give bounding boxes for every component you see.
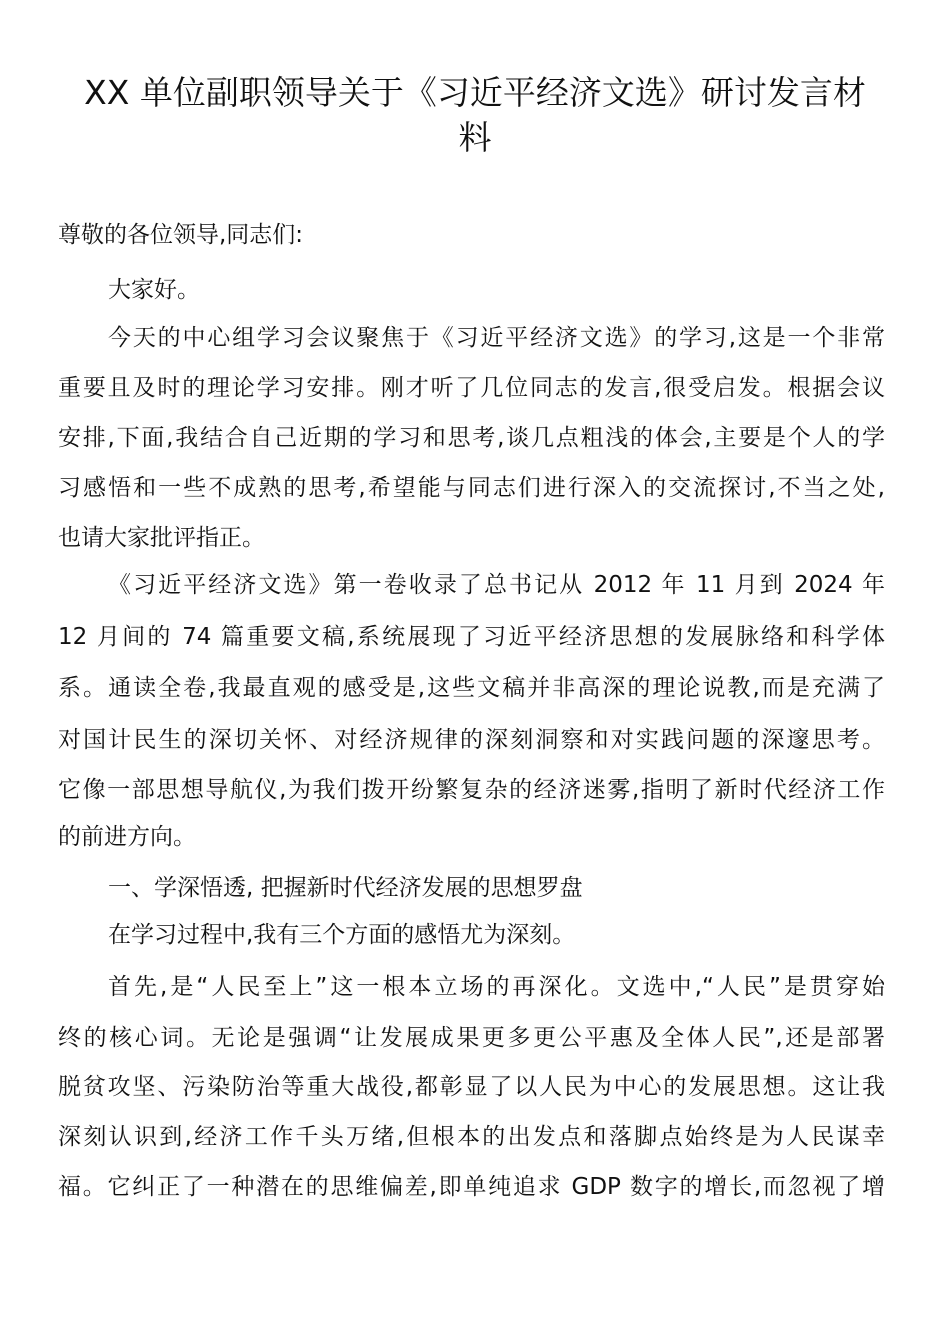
- body-text-line: 终的核心词。无论是强调“让发展成果更多更公平惠及全体人民”,还是部署: [58, 1025, 885, 1051]
- body-text-line: 12 月间的 74 篇重要文稿,系统展现了习近平经济思想的发展脉络和科学体: [58, 624, 885, 650]
- body-text-line: 深刻认识到,经济工作千头万绪,但根本的出发点和落脚点始终是为人民谋幸: [58, 1124, 885, 1150]
- body-text-line: 《习近平经济文选》第一卷收录了总书记从 2012 年 11 月到 2024 年: [108, 572, 885, 598]
- body-text-line: 在学习过程中,我有三个方面的感悟尤为深刻。: [108, 922, 576, 948]
- body-text-line: 的前进方向。: [58, 824, 196, 850]
- body-text-line: 一、学深悟透, 把握新时代经济发展的思想罗盘: [108, 875, 583, 901]
- body-text-line: 今天的中心组学习会议聚焦于《习近平经济文选》的学习,这是一个非常: [108, 325, 885, 351]
- body-text-line: 安排,下面,我结合自己近期的学习和思考,谈几点粗浅的体会,主要是个人的学: [58, 425, 885, 451]
- document-title-line-2: 料: [458, 118, 492, 157]
- document-title-line-1: XX 单位副职领导关于《习近平经济文选》研讨发言材: [84, 73, 866, 112]
- body-text-line: 习感悟和一些不成熟的思考,希望能与同志们进行深入的交流探讨,不当之处,: [58, 475, 885, 501]
- body-text-line: 尊敬的各位领导,同志们:: [58, 222, 304, 248]
- body-text-line: 也请大家批评指正。: [58, 525, 265, 551]
- body-text-line: 脱贫攻坚、污染防治等重大战役,都彰显了以人民为中心的发展思想。这让我: [58, 1074, 885, 1100]
- body-text-line: 系。通读全卷,我最直观的感受是,这些文稿并非高深的理论说教,而是充满了: [58, 675, 885, 701]
- body-text-line: 重要且及时的理论学习安排。刚才听了几位同志的发言,很受启发。根据会议: [58, 375, 885, 401]
- body-text-line: 它像一部思想导航仪,为我们拨开纷繁复杂的经济迷雾,指明了新时代经济工作: [58, 777, 885, 803]
- body-text-line: 大家好。: [108, 277, 200, 303]
- body-text-line: 首先,是“人民至上”这一根本立场的再深化。文选中,“人民”是贯穿始: [108, 974, 885, 1000]
- body-text-line: 对国计民生的深切关怀、对经济规律的深刻洞察和对实践问题的深邃思考。: [58, 727, 885, 753]
- body-text-line: 福。它纠正了一种潜在的思维偏差,即单纯追求 GDP 数字的增长,而忽视了增: [58, 1174, 885, 1200]
